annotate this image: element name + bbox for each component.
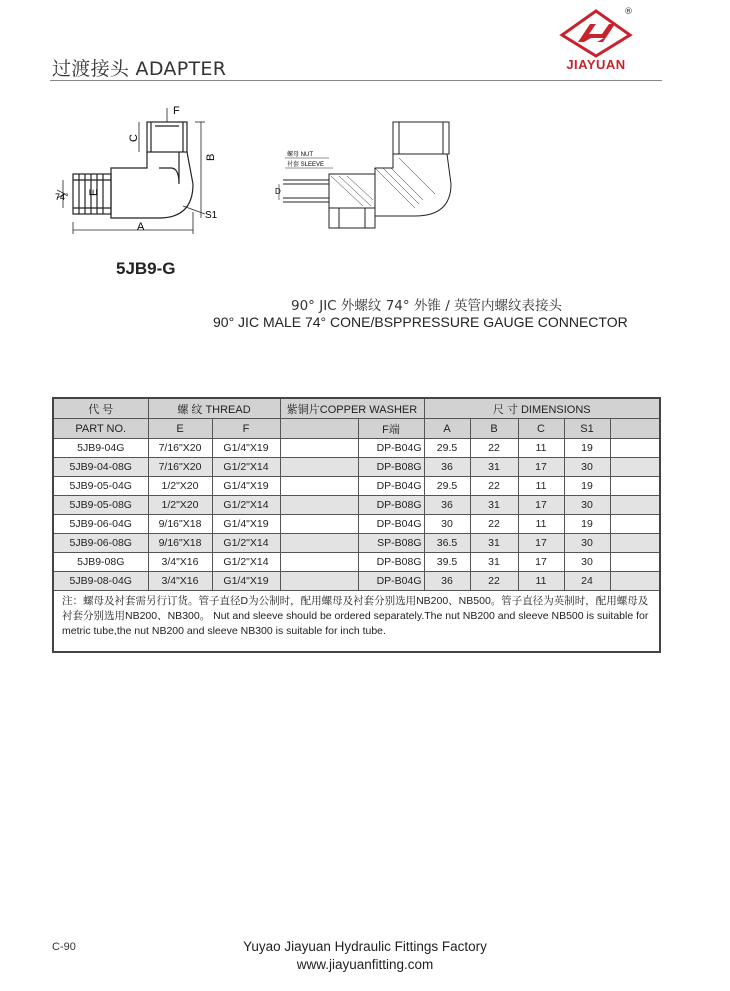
- header-divider: [50, 80, 662, 81]
- sleeve-label: 衬套 SLEEVE: [287, 162, 325, 168]
- dim-s1-cell: 30: [564, 496, 610, 515]
- dim-b-cell: 22: [470, 572, 518, 591]
- dim-s1-cell: 30: [564, 534, 610, 553]
- description-en: 90° JIC MALE 74° CONE/BSPPRESSURE GAUGE CONNECTOR: [213, 314, 628, 330]
- dim-b-cell: 22: [470, 515, 518, 534]
- washer-empty-cell: [280, 553, 358, 572]
- blank-cell: [610, 572, 660, 591]
- dim-c-cell: 11: [518, 439, 564, 458]
- dim-a-cell: 39.5: [424, 553, 470, 572]
- part-no-cell: 5JB9-05-04G: [53, 477, 148, 496]
- col-b-header: B: [470, 419, 518, 439]
- table-row: [53, 534, 660, 553]
- dim-b-cell: 31: [470, 458, 518, 477]
- dim-b-cell: 31: [470, 553, 518, 572]
- spec-table: [52, 397, 661, 653]
- page-number: C-90: [52, 941, 76, 953]
- description-cn: 90° JIC 外螺纹 74° 外锥 / 英管内螺纹表接头: [291, 298, 563, 314]
- thread-f-cell: G1/2"X14: [212, 534, 280, 553]
- table-header-row-2: [53, 419, 660, 439]
- dim-a-cell: 36: [424, 572, 470, 591]
- dim-c-cell: 17: [518, 458, 564, 477]
- table-row: [53, 572, 660, 591]
- washer-cell: DP-B04G: [358, 477, 424, 496]
- thread-f-cell: G1/2"X14: [212, 458, 280, 477]
- brand-name: JIAYUAN: [566, 57, 626, 72]
- dim-angle-label: 74°: [55, 192, 69, 202]
- table-row: [53, 515, 660, 534]
- col-s1-header: S1: [564, 419, 610, 439]
- dim-b-cell: 22: [470, 477, 518, 496]
- blank-cell: [610, 553, 660, 572]
- col-f-header: F: [212, 419, 280, 439]
- col-c-header: C: [518, 419, 564, 439]
- thread-f-cell: G1/4"X19: [212, 572, 280, 591]
- thread-f-cell: G1/2"X14: [212, 496, 280, 515]
- washer-cell: DP-B04G: [358, 572, 424, 591]
- table-row: [53, 496, 660, 515]
- dim-a-cell: 29.5: [424, 477, 470, 496]
- dim-a-cell: 36.5: [424, 534, 470, 553]
- washer-cell: DP-B04G: [358, 515, 424, 534]
- dim-c-cell: 11: [518, 515, 564, 534]
- fitting-assembly-drawing: [275, 118, 460, 243]
- dim-a-cell: 29.5: [424, 439, 470, 458]
- part-no-cell: 5JB9-04G: [53, 439, 148, 458]
- dim-s1-label: S1: [205, 210, 218, 221]
- dim-c-cell: 17: [518, 553, 564, 572]
- thread-e-cell: 9/16"X18: [148, 515, 212, 534]
- col-code-header: 代 号: [53, 398, 148, 419]
- model-number: 5JB9-G: [116, 259, 176, 278]
- dim-s1-cell: 19: [564, 477, 610, 496]
- col-f-end-header: F端: [358, 419, 424, 439]
- col-dimensions-header: 尺 寸 DIMENSIONS: [424, 398, 660, 419]
- part-no-cell: 5JB9-08-04G: [53, 572, 148, 591]
- col-part-no-header: PART NO.: [53, 419, 148, 439]
- dim-s1-cell: 30: [564, 458, 610, 477]
- col-a-header: A: [424, 419, 470, 439]
- nut-label: 螺母 NUT: [287, 152, 313, 158]
- table-row: [53, 439, 660, 458]
- part-no-cell: 5JB9-05-08G: [53, 496, 148, 515]
- dim-s1-cell: 19: [564, 515, 610, 534]
- dim-a-cell: 36: [424, 458, 470, 477]
- registered-mark: ®: [624, 7, 633, 17]
- washer-cell: DP-B08G: [358, 553, 424, 572]
- blank-cell: [610, 534, 660, 553]
- washer-empty-cell: [280, 534, 358, 553]
- fitting-dimension-drawing: [55, 102, 235, 242]
- thread-e-cell: 1/2"X20: [148, 477, 212, 496]
- footer-company: Yuyao Jiayuan Hydraulic Fittings Factory: [243, 939, 487, 954]
- dim-b-cell: 31: [470, 534, 518, 553]
- col-blank-header: [610, 419, 660, 439]
- washer-cell: DP-B04G: [358, 439, 424, 458]
- table-row: [53, 477, 660, 496]
- dim-c-cell: 17: [518, 496, 564, 515]
- thread-e-cell: 7/16"X20: [148, 458, 212, 477]
- dim-b-cell: 22: [470, 439, 518, 458]
- blank-cell: [610, 496, 660, 515]
- col-thread-header: 螺 纹 THREAD: [148, 398, 280, 419]
- thread-e-cell: 1/2"X20: [148, 496, 212, 515]
- dim-f-label: F: [173, 105, 180, 117]
- thread-f-cell: G1/4"X19: [212, 439, 280, 458]
- part-no-cell: 5JB9-08G: [53, 553, 148, 572]
- table-row: [53, 458, 660, 477]
- table-header-row-1: [53, 398, 660, 419]
- table-note: 注：螺母及衬套需另行订货。管子直径D为公制时，配用螺母及衬套分别选用NB200、NB500。管子直径为英制时，配用螺母及衬套分别选用NB200、NB300。 Nut and sleeve should be ordered separately.The nut NB200 and sleeve NB500 is suitable for metric tube,the nut NB200 and sleeve NB300 is suitable for inch tube.: [53, 591, 660, 653]
- blank-cell: [610, 515, 660, 534]
- dim-s1-cell: 30: [564, 553, 610, 572]
- thread-f-cell: G1/2"X14: [212, 553, 280, 572]
- dim-b-label: B: [205, 153, 217, 161]
- thread-f-cell: G1/4"X19: [212, 515, 280, 534]
- blank-cell: [610, 439, 660, 458]
- dim-a-cell: 36: [424, 496, 470, 515]
- col-empty-header: [280, 419, 358, 439]
- blank-cell: [610, 458, 660, 477]
- dim-a-label: A: [137, 221, 145, 233]
- dim-c-cell: 11: [518, 572, 564, 591]
- thread-f-cell: G1/4"X19: [212, 477, 280, 496]
- washer-empty-cell: [280, 458, 358, 477]
- table-row: [53, 553, 660, 572]
- dim-s1-cell: 24: [564, 572, 610, 591]
- dim-c-label: C: [128, 134, 140, 142]
- page-title: 过渡接头 ADAPTER: [52, 58, 227, 80]
- thread-e-cell: 9/16"X18: [148, 534, 212, 553]
- washer-empty-cell: [280, 572, 358, 591]
- dim-c-cell: 17: [518, 534, 564, 553]
- footer-website: www.jiayuanfitting.com: [296, 957, 434, 972]
- thread-e-cell: 3/4"X16: [148, 553, 212, 572]
- dim-b-cell: 31: [470, 496, 518, 515]
- part-no-cell: 5JB9-04-08G: [53, 458, 148, 477]
- washer-empty-cell: [280, 496, 358, 515]
- washer-cell: SP-B08G: [358, 534, 424, 553]
- washer-empty-cell: [280, 439, 358, 458]
- blank-cell: [610, 477, 660, 496]
- part-no-cell: 5JB9-06-08G: [53, 534, 148, 553]
- note-row: [53, 591, 660, 653]
- thread-e-cell: 3/4"X16: [148, 572, 212, 591]
- dim-d-label: D: [275, 187, 281, 196]
- washer-cell: DP-B08G: [358, 496, 424, 515]
- col-e-header: E: [148, 419, 212, 439]
- washer-empty-cell: [280, 515, 358, 534]
- washer-empty-cell: [280, 477, 358, 496]
- part-no-cell: 5JB9-06-04G: [53, 515, 148, 534]
- dim-s1-cell: 19: [564, 439, 610, 458]
- dim-e-label: E: [88, 188, 100, 196]
- thread-e-cell: 7/16"X20: [148, 439, 212, 458]
- col-washer-header: 紫铜片COPPER WASHER: [280, 398, 424, 419]
- dim-c-cell: 11: [518, 477, 564, 496]
- dim-a-cell: 30: [424, 515, 470, 534]
- washer-cell: DP-B08G: [358, 458, 424, 477]
